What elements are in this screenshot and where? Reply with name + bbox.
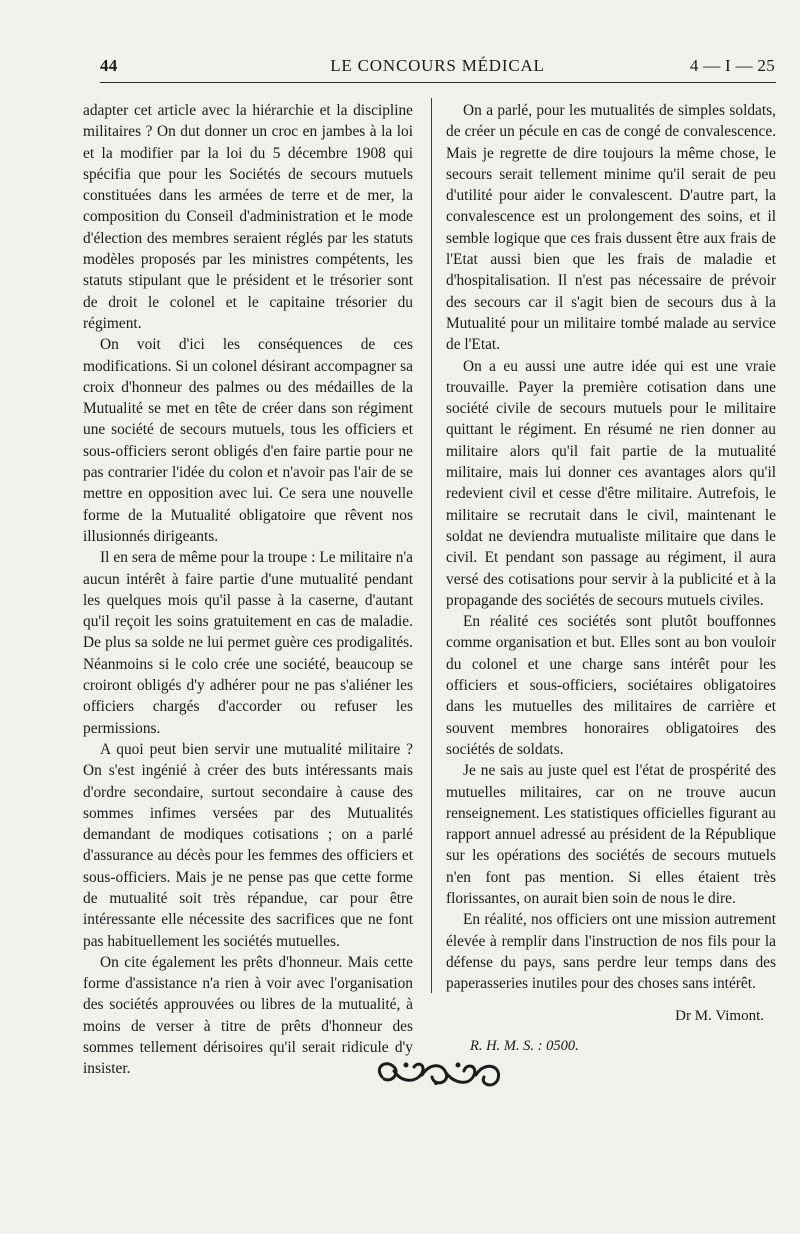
issue-date: 4 — I — 25 <box>689 56 775 75</box>
left-column <box>83 100 413 1080</box>
paragraph: On a eu aussi une autre idée qui est une vraie trouvaille. Payer la première cotisation dans une société civile de secours mutuels pour le militaire quittant le régiment. En résumé ne rien donner au militaire alors qu'il fait partie de la mutualité militaire, mais lui donner ces avantages alors qu'il redevient civil et cesse d'être militaire. Autrefois, le militaire se recrutait dans le civil, maintenant le soldat ne deviendra mutualiste militaire que dans le civil. Et pendant son passage au régiment, il aura versé des cotisations pour servir à la publicité et à la propagande des sociétés de secours mutuels civiles. <box>446 357 776 609</box>
reference-code <box>446 1036 776 1057</box>
journal-title: LE CONCOURS MÉDICAL <box>330 56 545 75</box>
paragraph: Il en sera de même pour la troupe : Le militaire n'a aucun intérêt à faire partie d'une mutualité pendant les quelques mois qu'il passe à la caserne, d'autant qu'il reçoit les soins gratuitement en cas de maladie. De plus sa solde ne lui permet guère ces prodigalités. Néanmoins si le colo crée une société, beaucoup se croiront obligés d'y adhérer pour ne pas s'aliéner les officiers chargés d'accorder ou refuser les permissions. <box>83 549 413 737</box>
page-number: 44 <box>100 56 118 75</box>
paragraph: On voit d'ici les conséquences de ces modifications. Si un colonel désirant accompagner sa croix d'honneur des palmes ou des médailles de la Mutualité se met en tête de créer dans son régiment une société de secours mutuels, tous les officiers et sous-officiers seront obligés d'en faire partie pour ne pas contrarier l'idée du colon et n'avoir pas l'air de se mettre en opposition avec lui. Ce sera une nouvelle forme de la Mutualité obligatoire que rêvent nos illusionnés dirigeants. <box>83 336 413 545</box>
author-signature: Dr M. Vimont. <box>675 1008 764 1025</box>
paragraph: Je ne sais au juste quel est l'état de prospérité des mutuelles militaires, car on ne trouve aucun renseignement. Les statistiques officielles figurant au rapport annuel adressé au président de la République sur les opérations des sociétés de secours mutuels n'en font pas mention. Si elles étaient très florissantes, on aurait bien soin de nous le dire. <box>446 762 776 907</box>
paragraph: A quoi peut bien servir une mutualité militaire ? On s'est ingénié à créer des buts intéressants mais d'ordre secondaire, surtout secondaire à cause des sommes infimes versées par des Mutualités demandant de modiques cotisations ; on a parlé d'assurance au décès pour les femmes des officiers et sous-officiers. Mais je ne pense pas que cette forme de mutualité soit très répandue, car pour être intéressante elle nécessite des sacrifices que ne font pas habituellement les sociétés mutuelles. <box>83 740 413 950</box>
paragraph: On cite également les prêts d'honneur. Mais cette forme d'assistance n'a rien à voir avec l'organisation des sociétés approuvées ou libres de la mutualité, à moins de verser à titre de prêts d'honneur des sommes tellement dérisoires qu'il serait ridicule d'y insister. <box>83 953 413 1078</box>
paragraph: En réalité ces sociétés sont plutôt bouffonnes comme organisation et but. Elles sont au bon vouloir du colonel et une charge sans intérêt pour les officiers et sous-officiers, sociétaires obligatoires dans les mutuelles des militaires de carrière et souvent membres honoraires obligatoires des sociétés de soldats. <box>446 613 776 758</box>
header-rule <box>100 82 776 83</box>
right-column <box>446 100 776 1057</box>
paragraph: adapter cet article avec la hiérarchie et la discipline militaires ? On dut donner un croc en jambes à la loi et la modifier par la loi du 5 décembre 1908 qui spécifia que pour les Sociétés de secours mutuels constituées dans les armées de terre et de mer, la composition du Conseil d'administration et le mode d'élection des membres seraient réglés par les statuts modèles proposés par les ministres compétents, les statuts stipulant que le président et le trésorier sont de droit le colonel et le capitaine trésorier du régiment. <box>83 102 413 332</box>
paragraph: On a parlé, pour les mutualités de simples soldats, de créer un pécule en cas de congé de convalescence. Mais je regrette de dire toujours la même chose, le secours serait tellement minime qu'il serait de peu d'utilité pour aider le convalescent. D'autre part, la convalescence est un prolongement des soins, et il semble logique que ces frais dussent être aux frais de l'Etat aussi bien que les frais de maladie et d'hospitalisation. Il n'est pas nécessaire de prévoir des secours car il s'agit bien de secours dus à la Mutualité pour un militaire tombé malade au service de l'Etat. <box>446 102 776 354</box>
paragraph: En réalité, nos officiers ont une mission autrement élevée à remplir dans l'instruction de nos fils pour la défense du pays, sans perdre leur temps dans des paperasseries inutiles pour des choses sans intérêt. <box>446 911 776 993</box>
decorative-ornament-icon <box>372 1055 506 1093</box>
page-header <box>100 56 775 80</box>
column-divider <box>431 98 432 993</box>
reference-text: R. H. M. S. : 0500. <box>470 1037 579 1054</box>
